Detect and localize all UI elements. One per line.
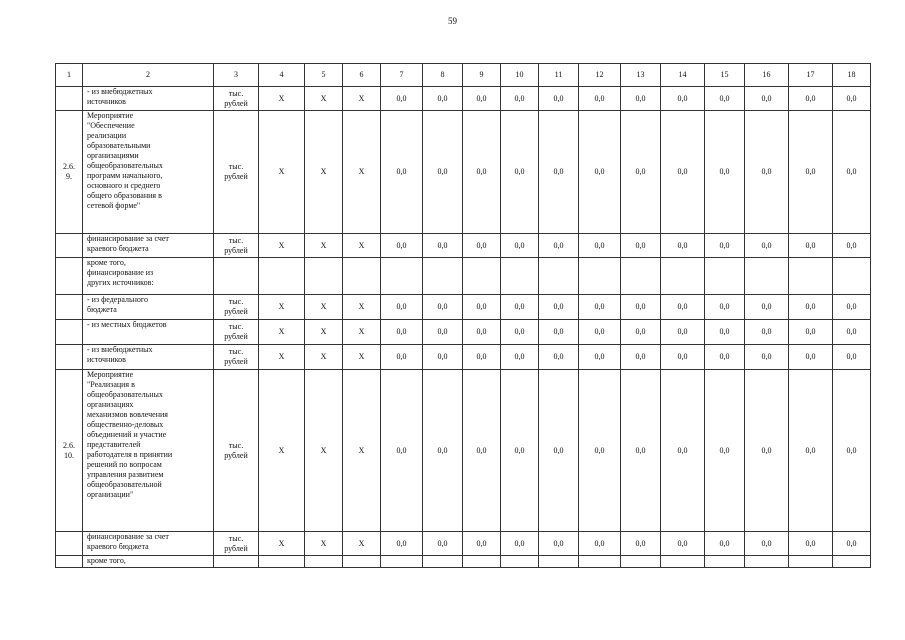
value-cell: 0,0 [579, 295, 621, 320]
column-header: 5 [305, 64, 343, 87]
unit-cell: тыс. рублей [214, 87, 259, 111]
value-cell: 0,0 [789, 370, 833, 532]
column-header: 7 [381, 64, 423, 87]
value-cell: 0,0 [579, 87, 621, 111]
mark-cell: Х [343, 111, 381, 234]
column-header: 10 [501, 64, 539, 87]
column-header: 11 [539, 64, 579, 87]
value-cell: 0,0 [381, 532, 423, 556]
column-header: 13 [621, 64, 661, 87]
value-cell: 0,0 [705, 532, 745, 556]
value-cell [705, 556, 745, 568]
unit-cell: тыс. рублей [214, 234, 259, 258]
value-cell: 0,0 [463, 295, 501, 320]
value-cell: 0,0 [621, 234, 661, 258]
value-cell [463, 556, 501, 568]
value-cell: 0,0 [501, 295, 539, 320]
value-cell: 0,0 [423, 234, 463, 258]
mark-cell: Х [259, 320, 305, 345]
mark-cell: Х [305, 320, 343, 345]
value-cell: 0,0 [463, 370, 501, 532]
budget-table [55, 63, 871, 568]
unit-cell [214, 556, 259, 568]
value-cell: 0,0 [539, 532, 579, 556]
value-cell: 0,0 [745, 532, 789, 556]
mark-cell [305, 556, 343, 568]
value-cell: 0,0 [539, 295, 579, 320]
value-cell: 0,0 [621, 320, 661, 345]
value-cell [833, 556, 871, 568]
value-cell: 0,0 [789, 532, 833, 556]
unit-cell [214, 258, 259, 295]
value-cell [579, 258, 621, 295]
value-cell: 0,0 [745, 234, 789, 258]
value-cell: 0,0 [463, 111, 501, 234]
value-cell: 0,0 [789, 234, 833, 258]
column-header: 3 [214, 64, 259, 87]
table-row [56, 258, 871, 295]
value-cell: 0,0 [661, 111, 705, 234]
value-cell: 0,0 [501, 532, 539, 556]
value-cell: 0,0 [833, 370, 871, 532]
value-cell [381, 258, 423, 295]
value-cell: 0,0 [381, 295, 423, 320]
column-header: 4 [259, 64, 305, 87]
value-cell: 0,0 [705, 370, 745, 532]
value-cell [501, 258, 539, 295]
column-header: 12 [579, 64, 621, 87]
mark-cell: Х [343, 345, 381, 370]
row-name: кроме того, [83, 556, 214, 568]
header-row [56, 64, 871, 87]
value-cell [423, 556, 463, 568]
row-code [56, 532, 83, 556]
value-cell: 0,0 [423, 111, 463, 234]
value-cell: 0,0 [745, 345, 789, 370]
value-cell: 0,0 [501, 320, 539, 345]
mark-cell: Х [305, 295, 343, 320]
value-cell: 0,0 [833, 87, 871, 111]
value-cell: 0,0 [833, 532, 871, 556]
value-cell: 0,0 [705, 87, 745, 111]
value-cell: 0,0 [501, 111, 539, 234]
mark-cell: Х [343, 87, 381, 111]
mark-cell: Х [343, 370, 381, 532]
column-header: 17 [789, 64, 833, 87]
value-cell [501, 556, 539, 568]
mark-cell [259, 258, 305, 295]
value-cell: 0,0 [539, 345, 579, 370]
column-header: 14 [661, 64, 705, 87]
row-code [56, 87, 83, 111]
value-cell: 0,0 [579, 370, 621, 532]
value-cell [745, 556, 789, 568]
row-code [56, 345, 83, 370]
table-row [56, 111, 871, 234]
mark-cell: Х [259, 345, 305, 370]
value-cell: 0,0 [501, 87, 539, 111]
table-row [56, 234, 871, 258]
mark-cell: Х [305, 345, 343, 370]
row-name: кроме того, финансирование из других источников: [83, 258, 214, 295]
value-cell: 0,0 [579, 532, 621, 556]
row-name: - из внебюджетных источников [83, 345, 214, 370]
row-name: финансирование за счет краевого бюджета [83, 532, 214, 556]
value-cell: 0,0 [539, 370, 579, 532]
column-header: 2 [83, 64, 214, 87]
value-cell: 0,0 [501, 345, 539, 370]
value-cell: 0,0 [789, 320, 833, 345]
value-cell: 0,0 [745, 320, 789, 345]
column-header: 18 [833, 64, 871, 87]
value-cell: 0,0 [661, 345, 705, 370]
mark-cell: Х [259, 370, 305, 532]
unit-cell: тыс. рублей [214, 370, 259, 532]
value-cell: 0,0 [661, 370, 705, 532]
mark-cell [343, 258, 381, 295]
value-cell: 0,0 [381, 370, 423, 532]
value-cell: 0,0 [833, 345, 871, 370]
value-cell: 0,0 [501, 234, 539, 258]
row-name: - из местных бюджетов [83, 320, 214, 345]
value-cell: 0,0 [579, 345, 621, 370]
value-cell: 0,0 [463, 320, 501, 345]
column-header: 16 [745, 64, 789, 87]
row-name: Мероприятие "Обеспечение реализации образовательными организациями общеобразовательных программ начального, основного и среднего общего образования в сетевой форме" [83, 111, 214, 234]
value-cell: 0,0 [423, 345, 463, 370]
unit-cell: тыс. рублей [214, 320, 259, 345]
mark-cell: Х [305, 234, 343, 258]
value-cell: 0,0 [833, 111, 871, 234]
table-row [56, 345, 871, 370]
row-code [56, 258, 83, 295]
row-name: финансирование за счет краевого бюджета [83, 234, 214, 258]
value-cell [833, 258, 871, 295]
value-cell [705, 258, 745, 295]
column-header: 6 [343, 64, 381, 87]
mark-cell: Х [259, 234, 305, 258]
value-cell [539, 556, 579, 568]
unit-cell: тыс. рублей [214, 295, 259, 320]
mark-cell: Х [259, 111, 305, 234]
value-cell: 0,0 [745, 370, 789, 532]
value-cell: 0,0 [539, 87, 579, 111]
value-cell: 0,0 [463, 234, 501, 258]
value-cell: 0,0 [661, 87, 705, 111]
value-cell [661, 258, 705, 295]
value-cell [621, 258, 661, 295]
mark-cell: Х [343, 234, 381, 258]
unit-cell: тыс. рублей [214, 532, 259, 556]
mark-cell: Х [259, 295, 305, 320]
value-cell [789, 258, 833, 295]
value-cell [423, 258, 463, 295]
value-cell [745, 258, 789, 295]
value-cell: 0,0 [745, 87, 789, 111]
value-cell: 0,0 [621, 295, 661, 320]
row-code [56, 295, 83, 320]
value-cell: 0,0 [381, 87, 423, 111]
mark-cell: Х [259, 87, 305, 111]
value-cell: 0,0 [381, 111, 423, 234]
value-cell: 0,0 [833, 234, 871, 258]
value-cell [463, 258, 501, 295]
value-cell: 0,0 [579, 234, 621, 258]
value-cell: 0,0 [621, 345, 661, 370]
value-cell: 0,0 [745, 111, 789, 234]
value-cell: 0,0 [423, 295, 463, 320]
mark-cell: Х [259, 532, 305, 556]
value-cell: 0,0 [621, 87, 661, 111]
value-cell: 0,0 [539, 111, 579, 234]
value-cell: 0,0 [789, 87, 833, 111]
column-header: 8 [423, 64, 463, 87]
value-cell: 0,0 [621, 370, 661, 532]
value-cell: 0,0 [833, 295, 871, 320]
value-cell: 0,0 [621, 532, 661, 556]
value-cell: 0,0 [579, 111, 621, 234]
value-cell: 0,0 [539, 320, 579, 345]
value-cell: 0,0 [833, 320, 871, 345]
value-cell: 0,0 [705, 320, 745, 345]
mark-cell: Х [343, 532, 381, 556]
value-cell: 0,0 [661, 532, 705, 556]
row-code: 2.6. 9. [56, 111, 83, 234]
value-cell: 0,0 [705, 111, 745, 234]
unit-cell: тыс. рублей [214, 111, 259, 234]
mark-cell [259, 556, 305, 568]
value-cell: 0,0 [463, 345, 501, 370]
table-row [56, 532, 871, 556]
table-row [56, 87, 871, 111]
value-cell: 0,0 [381, 320, 423, 345]
value-cell: 0,0 [789, 345, 833, 370]
value-cell: 0,0 [621, 111, 661, 234]
mark-cell [343, 556, 381, 568]
mark-cell: Х [343, 295, 381, 320]
row-name: Мероприятие "Реализация в общеобразовательных организациях механизмов вовлечения общественно-деловых объединений и участие представителей работодателя в принятии решений по вопросам управления развитием общеобразовательной организации" [83, 370, 214, 532]
row-code: 2.6. 10. [56, 370, 83, 532]
row-code [56, 234, 83, 258]
column-header: 1 [56, 64, 83, 87]
table-row [56, 370, 871, 532]
value-cell [661, 556, 705, 568]
value-cell: 0,0 [789, 295, 833, 320]
value-cell: 0,0 [661, 320, 705, 345]
mark-cell: Х [305, 532, 343, 556]
value-cell: 0,0 [661, 295, 705, 320]
mark-cell: Х [305, 370, 343, 532]
mark-cell: Х [305, 111, 343, 234]
mark-cell: Х [343, 320, 381, 345]
value-cell [539, 258, 579, 295]
value-cell: 0,0 [661, 234, 705, 258]
table-row [56, 295, 871, 320]
value-cell: 0,0 [705, 295, 745, 320]
table-row [56, 556, 871, 568]
table-row [56, 320, 871, 345]
value-cell: 0,0 [579, 320, 621, 345]
value-cell: 0,0 [381, 234, 423, 258]
column-header: 15 [705, 64, 745, 87]
value-cell [381, 556, 423, 568]
row-name: - из внебюджетных источников [83, 87, 214, 111]
value-cell [579, 556, 621, 568]
value-cell: 0,0 [423, 320, 463, 345]
value-cell: 0,0 [463, 532, 501, 556]
page-number: 59 [448, 16, 457, 26]
row-code [56, 320, 83, 345]
value-cell: 0,0 [381, 345, 423, 370]
value-cell: 0,0 [423, 532, 463, 556]
mark-cell: Х [305, 87, 343, 111]
value-cell: 0,0 [789, 111, 833, 234]
row-name: - из федерального бюджета [83, 295, 214, 320]
value-cell: 0,0 [463, 87, 501, 111]
value-cell: 0,0 [501, 370, 539, 532]
value-cell [789, 556, 833, 568]
mark-cell [305, 258, 343, 295]
value-cell: 0,0 [423, 370, 463, 532]
value-cell: 0,0 [705, 234, 745, 258]
value-cell [621, 556, 661, 568]
column-header: 9 [463, 64, 501, 87]
value-cell: 0,0 [539, 234, 579, 258]
table-body [56, 64, 871, 568]
value-cell: 0,0 [705, 345, 745, 370]
value-cell: 0,0 [745, 295, 789, 320]
unit-cell: тыс. рублей [214, 345, 259, 370]
value-cell: 0,0 [423, 87, 463, 111]
row-code [56, 556, 83, 568]
